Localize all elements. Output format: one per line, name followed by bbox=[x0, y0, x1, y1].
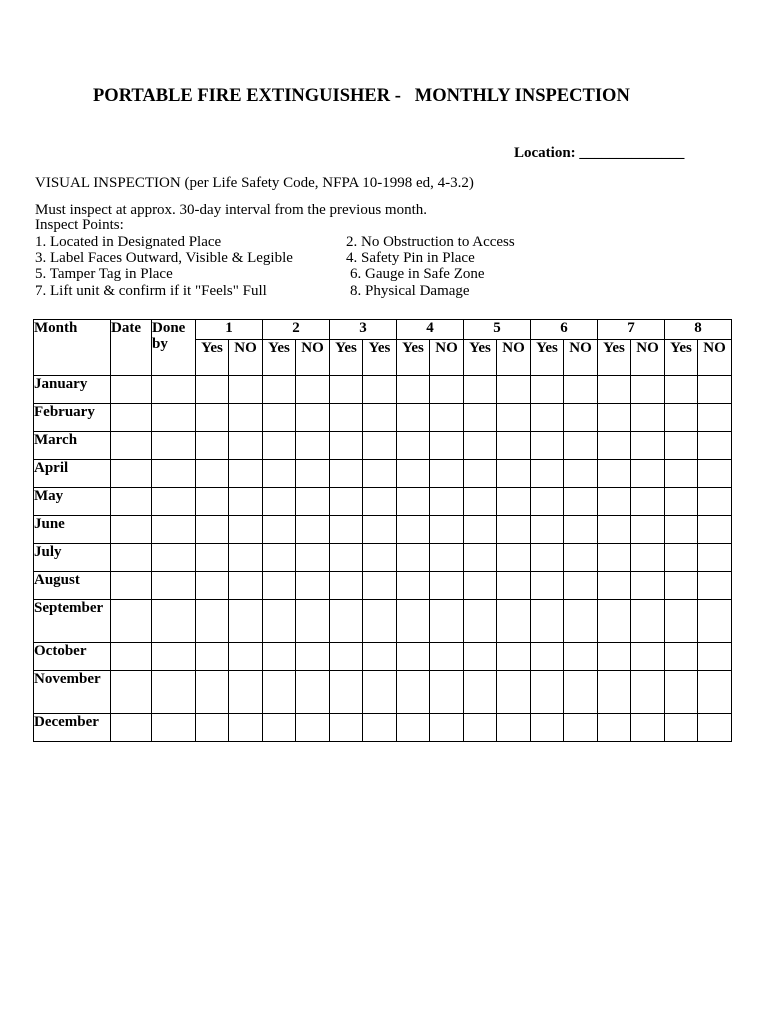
date-cell[interactable] bbox=[111, 544, 152, 572]
table-body bbox=[34, 376, 732, 742]
check-cell[interactable] bbox=[698, 516, 732, 544]
month-cell: May bbox=[34, 488, 111, 516]
check-cell[interactable] bbox=[330, 671, 363, 714]
check-cell[interactable] bbox=[497, 404, 531, 432]
done-by-cell[interactable] bbox=[152, 432, 196, 460]
month-cell: August bbox=[34, 572, 111, 600]
check-cell[interactable] bbox=[564, 714, 598, 742]
check-cell[interactable] bbox=[330, 643, 363, 671]
check-cell[interactable] bbox=[464, 376, 497, 404]
check-cell[interactable] bbox=[330, 376, 363, 404]
inspect-point-4: 4. Safety Pin in Place bbox=[346, 250, 475, 266]
table-row bbox=[34, 376, 732, 404]
check-cell[interactable] bbox=[229, 671, 263, 714]
check-cell[interactable] bbox=[497, 376, 531, 404]
check-cell[interactable] bbox=[296, 404, 330, 432]
date-cell[interactable] bbox=[111, 600, 152, 643]
check-cell[interactable] bbox=[598, 460, 631, 488]
check-cell[interactable] bbox=[665, 404, 698, 432]
check-cell[interactable] bbox=[698, 404, 732, 432]
check-cell[interactable] bbox=[263, 714, 296, 742]
done-by-cell[interactable] bbox=[152, 404, 196, 432]
check-cell[interactable] bbox=[564, 432, 598, 460]
check-cell[interactable] bbox=[665, 714, 698, 742]
check-cell[interactable] bbox=[296, 544, 330, 572]
form-title: PORTABLE FIRE EXTINGUISHER - MONTHLY INSPECTION bbox=[93, 86, 630, 106]
check-cell[interactable] bbox=[598, 643, 631, 671]
check-cell[interactable] bbox=[263, 544, 296, 572]
inspect-points-label: Inspect Points: bbox=[35, 217, 124, 233]
check-cell[interactable] bbox=[698, 714, 732, 742]
date-cell[interactable] bbox=[111, 671, 152, 714]
check-cell[interactable] bbox=[598, 600, 631, 643]
month-cell: June bbox=[34, 516, 111, 544]
inspect-point-8: 8. Physical Damage bbox=[350, 283, 470, 299]
check-cell[interactable] bbox=[363, 714, 397, 742]
check-cell[interactable] bbox=[363, 600, 397, 643]
check-cell[interactable] bbox=[229, 404, 263, 432]
check-cell[interactable] bbox=[363, 516, 397, 544]
sub-header-yes: Yes bbox=[196, 340, 229, 376]
check-cell[interactable] bbox=[497, 600, 531, 643]
check-cell[interactable] bbox=[430, 572, 464, 600]
header-done-by: Done by bbox=[152, 320, 196, 376]
check-cell[interactable] bbox=[464, 643, 497, 671]
check-cell[interactable] bbox=[698, 600, 732, 643]
table-row bbox=[34, 432, 732, 460]
check-cell[interactable] bbox=[598, 572, 631, 600]
check-cell[interactable] bbox=[531, 516, 564, 544]
check-cell[interactable] bbox=[363, 488, 397, 516]
check-cell[interactable] bbox=[430, 460, 464, 488]
check-cell[interactable] bbox=[497, 460, 531, 488]
table-row bbox=[34, 572, 732, 600]
header-point-number: 4 bbox=[397, 320, 464, 340]
inspect-point-2: 2. No Obstruction to Access bbox=[346, 234, 515, 250]
check-cell[interactable] bbox=[263, 376, 296, 404]
date-cell[interactable] bbox=[111, 432, 152, 460]
check-cell[interactable] bbox=[631, 671, 665, 714]
check-cell[interactable] bbox=[263, 643, 296, 671]
check-cell[interactable] bbox=[296, 460, 330, 488]
check-cell[interactable] bbox=[698, 460, 732, 488]
header-point-number: 3 bbox=[330, 320, 397, 340]
month-cell: April bbox=[34, 460, 111, 488]
check-cell[interactable] bbox=[196, 671, 229, 714]
check-cell[interactable] bbox=[363, 432, 397, 460]
check-cell[interactable] bbox=[363, 643, 397, 671]
check-cell[interactable] bbox=[296, 432, 330, 460]
check-cell[interactable] bbox=[564, 600, 598, 643]
done-by-cell[interactable] bbox=[152, 643, 196, 671]
sub-header-no: NO bbox=[497, 340, 531, 376]
sub-header-yes: Yes bbox=[598, 340, 631, 376]
check-cell[interactable] bbox=[296, 600, 330, 643]
date-cell[interactable] bbox=[111, 572, 152, 600]
check-cell[interactable] bbox=[229, 572, 263, 600]
check-cell[interactable] bbox=[698, 432, 732, 460]
table-row bbox=[34, 714, 732, 742]
check-cell[interactable] bbox=[698, 643, 732, 671]
check-cell[interactable] bbox=[196, 460, 229, 488]
check-cell[interactable] bbox=[430, 544, 464, 572]
check-cell[interactable] bbox=[196, 516, 229, 544]
date-cell[interactable] bbox=[111, 714, 152, 742]
check-cell[interactable] bbox=[330, 432, 363, 460]
header-date: Date bbox=[111, 320, 152, 376]
sub-header-yes: Yes bbox=[397, 340, 430, 376]
check-cell[interactable] bbox=[296, 671, 330, 714]
check-cell[interactable] bbox=[263, 404, 296, 432]
check-cell[interactable] bbox=[363, 376, 397, 404]
sub-header-no: Yes bbox=[363, 340, 397, 376]
date-cell[interactable] bbox=[111, 643, 152, 671]
table-header bbox=[34, 320, 732, 376]
check-cell[interactable] bbox=[330, 516, 363, 544]
inspection-table bbox=[33, 319, 732, 742]
check-cell[interactable] bbox=[665, 432, 698, 460]
check-cell[interactable] bbox=[631, 516, 665, 544]
check-cell[interactable] bbox=[631, 544, 665, 572]
done-by-cell[interactable] bbox=[152, 488, 196, 516]
interval-note: Must inspect at approx. 30-day interval from the previous month. bbox=[35, 202, 427, 218]
check-cell[interactable] bbox=[531, 376, 564, 404]
check-cell[interactable] bbox=[497, 572, 531, 600]
check-cell[interactable] bbox=[430, 643, 464, 671]
check-cell[interactable] bbox=[196, 544, 229, 572]
check-cell[interactable] bbox=[665, 460, 698, 488]
check-cell[interactable] bbox=[397, 671, 430, 714]
check-cell[interactable] bbox=[665, 643, 698, 671]
check-cell[interactable] bbox=[430, 432, 464, 460]
date-cell[interactable] bbox=[111, 376, 152, 404]
check-cell[interactable] bbox=[296, 376, 330, 404]
check-cell[interactable] bbox=[263, 460, 296, 488]
check-cell[interactable] bbox=[665, 600, 698, 643]
check-cell[interactable] bbox=[698, 572, 732, 600]
check-cell[interactable] bbox=[229, 460, 263, 488]
check-cell[interactable] bbox=[631, 600, 665, 643]
check-cell[interactable] bbox=[497, 516, 531, 544]
sub-header-no: NO bbox=[698, 340, 732, 376]
check-cell[interactable] bbox=[464, 404, 497, 432]
check-cell[interactable] bbox=[196, 714, 229, 742]
check-cell[interactable] bbox=[330, 404, 363, 432]
sub-header-no: NO bbox=[430, 340, 464, 376]
check-cell[interactable] bbox=[430, 404, 464, 432]
check-cell[interactable] bbox=[430, 516, 464, 544]
check-cell[interactable] bbox=[598, 404, 631, 432]
table-row bbox=[34, 516, 732, 544]
month-cell: March bbox=[34, 432, 111, 460]
month-cell: February bbox=[34, 404, 111, 432]
date-cell[interactable] bbox=[111, 404, 152, 432]
check-cell[interactable] bbox=[531, 714, 564, 742]
check-cell[interactable] bbox=[497, 488, 531, 516]
check-cell[interactable] bbox=[296, 643, 330, 671]
check-cell[interactable] bbox=[631, 714, 665, 742]
check-cell[interactable] bbox=[665, 544, 698, 572]
check-cell[interactable] bbox=[296, 714, 330, 742]
check-cell[interactable] bbox=[464, 516, 497, 544]
inspect-point-6: 6. Gauge in Safe Zone bbox=[350, 266, 485, 282]
check-cell[interactable] bbox=[330, 600, 363, 643]
check-cell[interactable] bbox=[531, 460, 564, 488]
month-cell: October bbox=[34, 643, 111, 671]
date-cell[interactable] bbox=[111, 516, 152, 544]
sub-header-no: NO bbox=[296, 340, 330, 376]
check-cell[interactable] bbox=[464, 600, 497, 643]
month-cell: January bbox=[34, 376, 111, 404]
check-cell[interactable] bbox=[464, 488, 497, 516]
check-cell[interactable] bbox=[564, 376, 598, 404]
check-cell[interactable] bbox=[564, 460, 598, 488]
check-cell[interactable] bbox=[397, 544, 430, 572]
check-cell[interactable] bbox=[631, 376, 665, 404]
check-cell[interactable] bbox=[497, 714, 531, 742]
check-cell[interactable] bbox=[296, 572, 330, 600]
done-by-cell[interactable] bbox=[152, 714, 196, 742]
sub-header-no: NO bbox=[229, 340, 263, 376]
check-cell[interactable] bbox=[196, 404, 229, 432]
location-field: Location: ______________ bbox=[514, 145, 685, 161]
check-cell[interactable] bbox=[531, 432, 564, 460]
check-cell[interactable] bbox=[229, 544, 263, 572]
month-cell: December bbox=[34, 714, 111, 742]
check-cell[interactable] bbox=[631, 488, 665, 516]
check-cell[interactable] bbox=[698, 544, 732, 572]
inspect-point-1: 1. Located in Designated Place bbox=[35, 234, 222, 250]
check-cell[interactable] bbox=[363, 572, 397, 600]
check-cell[interactable] bbox=[196, 376, 229, 404]
check-cell[interactable] bbox=[263, 600, 296, 643]
check-cell[interactable] bbox=[497, 671, 531, 714]
check-cell[interactable] bbox=[196, 643, 229, 671]
check-cell[interactable] bbox=[564, 671, 598, 714]
header-point-number: 2 bbox=[263, 320, 330, 340]
check-cell[interactable] bbox=[196, 600, 229, 643]
check-cell[interactable] bbox=[497, 432, 531, 460]
visual-inspection-note: VISUAL INSPECTION (per Life Safety Code, NFPA 10-1998 ed, 4-3.2) bbox=[35, 175, 474, 191]
header-point-number: 8 bbox=[665, 320, 732, 340]
done-by-cell[interactable] bbox=[152, 516, 196, 544]
check-cell[interactable] bbox=[464, 544, 497, 572]
check-cell[interactable] bbox=[497, 643, 531, 671]
check-cell[interactable] bbox=[397, 572, 430, 600]
check-cell[interactable] bbox=[531, 600, 564, 643]
check-cell[interactable] bbox=[564, 643, 598, 671]
sub-header-yes: Yes bbox=[330, 340, 363, 376]
check-cell[interactable] bbox=[397, 516, 430, 544]
check-cell[interactable] bbox=[598, 488, 631, 516]
check-cell[interactable] bbox=[296, 488, 330, 516]
check-cell[interactable] bbox=[631, 572, 665, 600]
check-cell[interactable] bbox=[531, 671, 564, 714]
check-cell[interactable] bbox=[229, 714, 263, 742]
month-cell: September bbox=[34, 600, 111, 643]
check-cell[interactable] bbox=[631, 404, 665, 432]
check-cell[interactable] bbox=[330, 572, 363, 600]
check-cell[interactable] bbox=[698, 376, 732, 404]
check-cell[interactable] bbox=[196, 432, 229, 460]
done-by-cell[interactable] bbox=[152, 460, 196, 488]
check-cell[interactable] bbox=[229, 643, 263, 671]
header-month: Month bbox=[34, 320, 111, 376]
check-cell[interactable] bbox=[598, 671, 631, 714]
done-by-cell[interactable] bbox=[152, 600, 196, 643]
check-cell[interactable] bbox=[598, 516, 631, 544]
check-cell[interactable] bbox=[229, 600, 263, 643]
done-by-cell[interactable] bbox=[152, 544, 196, 572]
check-cell[interactable] bbox=[397, 376, 430, 404]
table-row bbox=[34, 544, 732, 572]
check-cell[interactable] bbox=[531, 572, 564, 600]
month-cell: July bbox=[34, 544, 111, 572]
check-cell[interactable] bbox=[363, 671, 397, 714]
check-cell[interactable] bbox=[464, 460, 497, 488]
check-cell[interactable] bbox=[531, 643, 564, 671]
sub-header-yes: Yes bbox=[665, 340, 698, 376]
check-cell[interactable] bbox=[330, 488, 363, 516]
sub-header-no: NO bbox=[631, 340, 665, 376]
done-by-cell[interactable] bbox=[152, 572, 196, 600]
table-row bbox=[34, 600, 732, 643]
check-cell[interactable] bbox=[631, 460, 665, 488]
check-cell[interactable] bbox=[397, 460, 430, 488]
check-cell[interactable] bbox=[631, 643, 665, 671]
check-cell[interactable] bbox=[497, 544, 531, 572]
date-cell[interactable] bbox=[111, 488, 152, 516]
check-cell[interactable] bbox=[564, 404, 598, 432]
check-cell[interactable] bbox=[430, 376, 464, 404]
header-point-number: 5 bbox=[464, 320, 531, 340]
check-cell[interactable] bbox=[531, 404, 564, 432]
check-cell[interactable] bbox=[263, 572, 296, 600]
sub-header-yes: Yes bbox=[531, 340, 564, 376]
check-cell[interactable] bbox=[196, 572, 229, 600]
check-cell[interactable] bbox=[397, 600, 430, 643]
check-cell[interactable] bbox=[598, 432, 631, 460]
check-cell[interactable] bbox=[430, 488, 464, 516]
check-cell[interactable] bbox=[296, 516, 330, 544]
check-cell[interactable] bbox=[397, 404, 430, 432]
check-cell[interactable] bbox=[229, 488, 263, 516]
check-cell[interactable] bbox=[464, 671, 497, 714]
check-cell[interactable] bbox=[531, 488, 564, 516]
sub-header-yes: Yes bbox=[464, 340, 497, 376]
table-row bbox=[34, 643, 732, 671]
check-cell[interactable] bbox=[363, 404, 397, 432]
inspect-point-3: 3. Label Faces Outward, Visible & Legible bbox=[35, 250, 293, 266]
table-row bbox=[34, 488, 732, 516]
check-cell[interactable] bbox=[263, 516, 296, 544]
check-cell[interactable] bbox=[564, 488, 598, 516]
check-cell[interactable] bbox=[598, 714, 631, 742]
check-cell[interactable] bbox=[564, 516, 598, 544]
check-cell[interactable] bbox=[430, 671, 464, 714]
inspect-point-7: 7. Lift unit & confirm if it "Feels" Full bbox=[35, 283, 267, 299]
check-cell[interactable] bbox=[363, 544, 397, 572]
check-cell[interactable] bbox=[229, 432, 263, 460]
check-cell[interactable] bbox=[330, 544, 363, 572]
check-cell[interactable] bbox=[464, 572, 497, 600]
date-cell[interactable] bbox=[111, 460, 152, 488]
check-cell[interactable] bbox=[531, 544, 564, 572]
check-cell[interactable] bbox=[665, 488, 698, 516]
check-cell[interactable] bbox=[397, 432, 430, 460]
check-cell[interactable] bbox=[397, 643, 430, 671]
month-cell: November bbox=[34, 671, 111, 714]
check-cell[interactable] bbox=[430, 714, 464, 742]
done-by-cell[interactable] bbox=[152, 376, 196, 404]
check-cell[interactable] bbox=[698, 671, 732, 714]
check-cell[interactable] bbox=[564, 572, 598, 600]
check-cell[interactable] bbox=[464, 432, 497, 460]
check-cell[interactable] bbox=[665, 376, 698, 404]
header-point-number: 7 bbox=[598, 320, 665, 340]
check-cell[interactable] bbox=[196, 488, 229, 516]
check-cell[interactable] bbox=[665, 671, 698, 714]
check-cell[interactable] bbox=[598, 376, 631, 404]
check-cell[interactable] bbox=[397, 714, 430, 742]
check-cell[interactable] bbox=[598, 544, 631, 572]
header-point-number: 1 bbox=[196, 320, 263, 340]
inspect-point-5: 5. Tamper Tag in Place bbox=[35, 266, 173, 282]
check-cell[interactable] bbox=[330, 714, 363, 742]
check-cell[interactable] bbox=[330, 460, 363, 488]
check-cell[interactable] bbox=[263, 432, 296, 460]
header-point-number: 6 bbox=[531, 320, 598, 340]
check-cell[interactable] bbox=[665, 516, 698, 544]
table-row bbox=[34, 404, 732, 432]
table-row bbox=[34, 671, 732, 714]
check-cell[interactable] bbox=[229, 376, 263, 404]
check-cell[interactable] bbox=[464, 714, 497, 742]
table-row bbox=[34, 460, 732, 488]
check-cell[interactable] bbox=[263, 488, 296, 516]
sub-header-no: NO bbox=[564, 340, 598, 376]
check-cell[interactable] bbox=[631, 432, 665, 460]
sub-header-yes: Yes bbox=[263, 340, 296, 376]
check-cell[interactable] bbox=[665, 572, 698, 600]
check-cell[interactable] bbox=[397, 488, 430, 516]
check-cell[interactable] bbox=[263, 671, 296, 714]
check-cell[interactable] bbox=[229, 516, 263, 544]
done-by-cell[interactable] bbox=[152, 671, 196, 714]
check-cell[interactable] bbox=[430, 600, 464, 643]
check-cell[interactable] bbox=[698, 488, 732, 516]
check-cell[interactable] bbox=[363, 460, 397, 488]
check-cell[interactable] bbox=[564, 544, 598, 572]
